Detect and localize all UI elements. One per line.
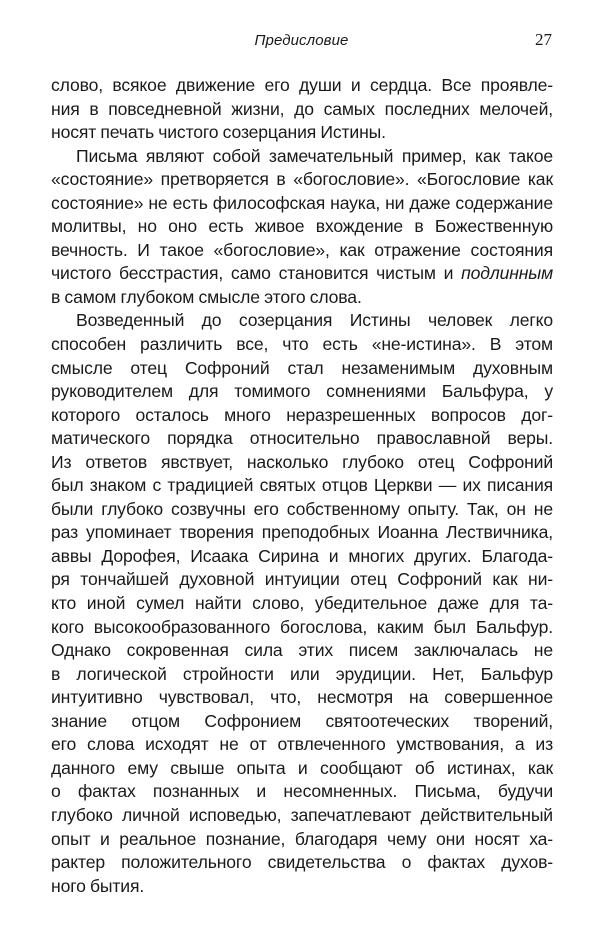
running-head	[51, 29, 552, 53]
line-text: глубоко личной исповедью, запечатлевают действительный	[51, 804, 553, 825]
line-text: знание отцом Софронием святоотеческих творений,	[51, 710, 553, 731]
line-text: аввы Дорофея, Исаака Сирина и многих других. Благода-	[51, 545, 553, 566]
line-text: о фактах познанных и несомненных. Письма, будучи	[51, 781, 553, 802]
text-line	[51, 333, 553, 357]
text-line	[51, 380, 553, 404]
text-line	[51, 215, 553, 239]
line-text: кого высокообразованного богослова, каким был Бальфур.	[51, 616, 553, 637]
text-line	[51, 875, 553, 899]
text-line	[51, 568, 553, 592]
text-line	[51, 498, 553, 522]
text-line	[51, 686, 553, 710]
line-text: слово, всякое движение его души и сердца. Все проявле-	[51, 75, 553, 95]
line-text: руководителем для томимого сомнениями Бальфура, у	[51, 381, 553, 402]
line-text: кто иной сумел найти слово, убедительное даже для та-	[51, 593, 553, 614]
line-text: были глубоко созвучны его собственному опыту. Так, он не	[51, 498, 553, 519]
text-line	[51, 98, 553, 122]
text-line	[51, 521, 553, 545]
line-text: ния в повседневной жизни, до самых последних мелочей,	[51, 98, 553, 119]
text-line	[51, 851, 553, 875]
text-line	[51, 616, 553, 640]
text-line	[51, 757, 553, 781]
page-number: 27	[535, 30, 552, 49]
line-text: ря тончайшей духовной интуиции отец Софроний как ни-	[51, 569, 553, 590]
line-text: в самом глубоком смысле этого слова.	[51, 286, 362, 307]
text-line	[51, 286, 553, 310]
line-text: раз упоминает творения преподобных Иоанна Лествичника,	[51, 522, 553, 543]
running-title: Предисловие	[254, 32, 349, 49]
line-text: был знаком с традицией святых отцов Церкви — их писания	[51, 475, 553, 496]
line-text: интуитивно чувствовал, что, несмотря на совершенное	[51, 687, 553, 708]
line-text: способен различить все, что есть «не-истина». В этом	[51, 334, 553, 355]
line-text: «состояние» претворяется в «богословие». «Богословие как	[51, 169, 553, 190]
line-text: смысле отец Софроний стал незаменимым духовным	[51, 357, 553, 378]
line-text: которого осталось много неразрешенных вопросов дог-	[51, 404, 553, 425]
text-line	[51, 804, 553, 828]
text-line	[51, 357, 553, 381]
text-line	[51, 121, 553, 145]
text-line	[51, 168, 553, 192]
text-line	[51, 828, 553, 852]
emphasis-text: подлинным	[461, 263, 553, 284]
text-line	[51, 192, 553, 216]
text-line	[51, 592, 553, 616]
line-text: чистого бесстрастия, само становится чистым и	[51, 263, 462, 284]
text-line	[51, 451, 553, 475]
line-text: в логической стройности или эрудиции. Нет, Бальфур	[51, 663, 553, 684]
line-text: молитвы, но оно есть живое вхождение в Божественную	[51, 216, 553, 237]
text-line	[51, 262, 553, 286]
line-text: опыт и реальное познание, благодаря чему они носят ха-	[51, 828, 553, 849]
line-text: носят печать чистого созерцания Истины.	[51, 122, 386, 143]
line-text: его слова исходят не от отвлеченного умствования, а из	[51, 734, 553, 755]
text-line	[51, 239, 553, 263]
line-text: рактер положительного свидетельства о фактах духов-	[51, 852, 553, 873]
text-line	[51, 74, 553, 98]
line-text: матического порядка относительно православной веры.	[51, 428, 553, 449]
text-line	[51, 733, 553, 757]
line-text: Из ответов явствует, насколько глубоко отец Софроний	[51, 451, 553, 472]
paragraph-first-line	[51, 309, 553, 333]
line-text: состояние» не есть философская наука, ни даже содержание	[51, 192, 553, 213]
line-text: вечность. И такое «богословие», как отражение состояния	[51, 239, 553, 260]
text-line	[51, 663, 553, 687]
text-line	[51, 545, 553, 569]
text-line	[51, 474, 553, 498]
line-text: Возведенный до созерцания Истины человек легко	[76, 310, 553, 331]
line-text: данного ему свыше опыта и сообщают об истинах, как	[51, 757, 553, 778]
text-line	[51, 404, 553, 428]
text-line	[51, 710, 553, 734]
line-text: Однако сокровенная сила этих писем заключалась не	[51, 640, 553, 661]
paragraph-first-line	[51, 145, 553, 169]
line-text: Письма являют собой замечательный пример, как такое	[76, 145, 553, 166]
line-text: ного бытия.	[51, 875, 145, 896]
text-line	[51, 780, 553, 804]
text-line	[51, 427, 553, 451]
body-text	[51, 74, 553, 898]
text-line	[51, 639, 553, 663]
